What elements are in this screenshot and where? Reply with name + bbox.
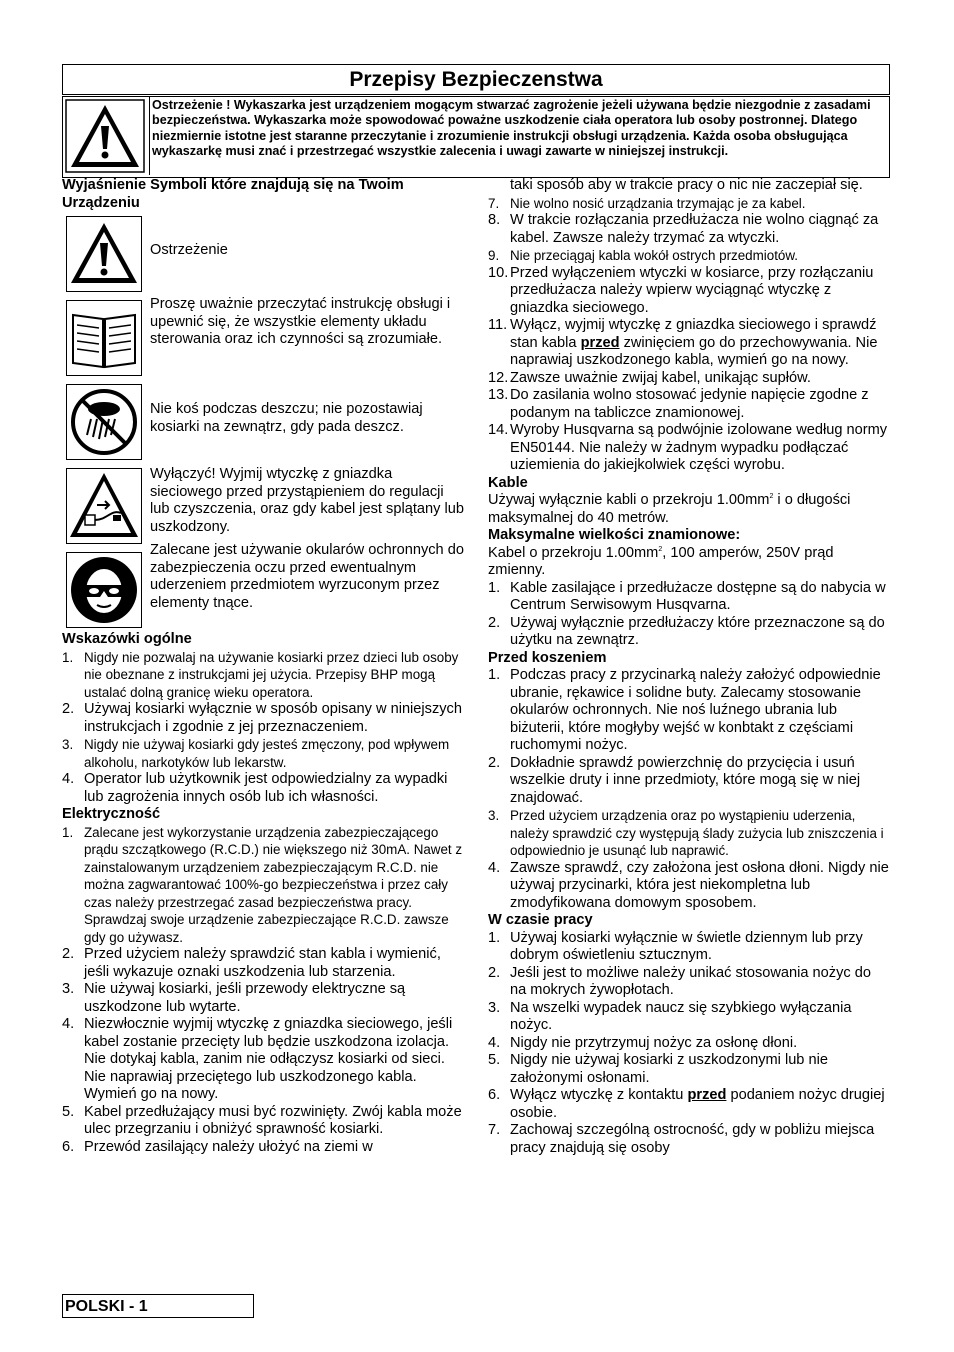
list-item [488,755,890,808]
list-item [488,860,890,913]
warning-triangle-icon [66,216,142,292]
item-text: Zachowaj szczególną ostrocność, gdy w pobliżu miejsca pracy znajdują się osoby [510,1122,875,1156]
item-text-em: przed [687,1087,727,1103]
item-number: 8. [488,212,501,228]
item-text: Do zasilania wolno stosować jedynie napięcie zgodne z podanym na tabliczce znamionowej. [510,387,869,421]
item-text: Na wszelki wypadek naucz się szybkiego wyłączania nożyc. [510,999,852,1033]
list-item [488,195,890,213]
item-number: 12. [488,369,509,386]
item-number: 1. [62,649,74,665]
symbol-row [62,464,467,548]
item-text: Nie używaj kosiarki, jeśli przewody elektryczne są uszkodzone lub wytarte. [84,981,406,1015]
item-number: 10. [488,264,509,281]
no-rain-icon [66,384,142,460]
list-item [488,807,890,860]
list-item [488,965,890,1000]
item-text: W trakcie rozłączania przedłużacza nie wolno ciągnąć za kabel. Zawsze należy trzymać za wtyczki. [510,212,879,246]
list-item [488,1087,890,1122]
list-item [488,422,890,475]
eye-protection-icon [66,552,142,628]
electric-list [62,824,467,1157]
item-number: 14. [488,422,509,438]
item-text: Używaj kosiarki wyłącznie w świetle dziennym lub przy dobrym oświetleniu sztucznym. [510,929,863,963]
item-text: Przewód zasilający należy ułożyć na ziemi w [84,1138,373,1155]
item-text: Nie przeciągaj kabla wokół ostrych przedmiotów. [510,248,799,263]
item-number: 2. [488,754,501,771]
item-text: Nigdy nie pozwalaj na używanie kosiarki przez dzieci lub osoby nie obeznane z instrukcjami jej użycia. Przepisy BHP mogą ustalać dolną granicę wieku operatora. [84,649,459,700]
item-number: 5. [62,1103,75,1120]
item-number: 2. [488,614,501,631]
item-text: Przed użyciem należy sprawdzić stan kabla i wymienić, jeśli wykazuje oznaki uszkodzenia lub starzenia. [84,946,441,980]
list-item [488,1122,890,1157]
continuation-text: taki sposób aby w trakcie pracy o nic nie zaczepiał się. [510,177,863,193]
list-item [488,1000,890,1035]
list-item [488,317,890,370]
warning-triangle-icon [65,99,145,173]
page-footer: POLSKI - 1 [62,1294,254,1318]
during-heading: W czasie pracy [488,912,593,928]
item-number: 2. [62,701,75,717]
list-item [62,649,467,702]
item-number: 5. [488,1052,501,1068]
symbol-row [62,542,467,632]
symbol-text: Nie koś podczas deszczu; nie pozostawiaj kosiarki na zewnątrz, gdy pada deszcz. [150,401,423,435]
item-number: 3. [488,808,500,823]
list-item [488,387,890,422]
symbol-text: Wyłączyć! Wyjmij wtyczkę z gniazdka sieciowego przed przystąpieniem do regulacji lub czyszczenia, oraz gdy kabel jest splątany lub uszkodzony. [150,466,464,535]
item-number: 6. [488,1087,501,1103]
item-text: Nigdy nie używaj kosiarki gdy jesteś zmęczony, pod wpływem alkoholu, narkotyków lub lekarstw. [84,737,450,770]
item-number: 3. [62,981,75,997]
item-text: Niezwłocznie wyjmij wtyczkę z gniazdka sieciowego, jeśli kabel zostanie przecięty lub będzie uszkodzona izolacja. Nie dotykaj kabla, zanim nie odłączysz kosiarki od sieci. Nie naprawiaj przeciętego lub uszkodzonego kabla. Wymień go na nowy. [84,1016,453,1102]
ratings-text-pre: Kabel o przekroju 1.00mm [488,544,659,561]
before-list [488,667,890,912]
item-number: 3. [488,999,501,1016]
item-number: 4. [62,771,75,787]
warning-text: Ostrzeżenie ! Wykaszarka jest urządzeniem mogącym stwarzać zagrożenie jeżeli używana będzie niezgodnie z zasadami bezpieczeństwa. Wykaszarka może spowodować poważne uszkodzenie ciała operatora lub osoby postronnej. Dlatego niezmiernie istotne jest staranne przeczytanie i zrozumienie instrukcji obsługi urządzenia. Każda osoba obsługująca wykaszarkę musi znać i przestrzegać wszystkie zalecenia i uwagi zawarte w niniejszej instrukcji. [149,97,885,175]
item-text: Jeśli jest to możliwe należy unikać stosowania nożyc do na mokrych żywopłotach. [510,964,871,998]
cables-text-pre: Używaj wyłącznie kabli o przekroju 1.00mm [488,492,770,508]
list-item [62,981,467,1016]
item-number: 2. [62,946,75,962]
item-text: Używaj wyłącznie przedłużaczy które przeznaczone są do użytku na zewnątrz. [510,614,885,648]
list-item [488,615,890,650]
list-item [62,701,467,736]
item-number: 4. [488,859,501,876]
symbol-row [62,212,467,296]
right-column [488,177,890,1157]
item-text: Nigdy nie przytrzymuj nożyc za osłonę dłoni. [510,1034,798,1051]
item-number: 11. [488,317,508,333]
item-text: Wyroby Husqvarna są podwójnie izolowane według normy EN50144. Nie należy w żadnym wypadku podłączać uziemienia do jakiejkolwiek części wyrobu. [510,422,888,473]
symbol-row [62,296,467,380]
item-text: Przed wyłączeniem wtyczki w kosiarce, przy rozłączaniu przedłużacza należy wpierw wyciągnąć wtyczkę z gniazdka sieciowego. [510,264,874,316]
page-title: Przepisy Bezpieczenstwa [62,64,890,95]
electric-list-continued [488,195,890,475]
list-item [62,946,467,981]
symbols-heading: Wyjaśnienie Symboli które znajdują się na Twoim Urządzeniu [62,177,404,211]
list-item [62,771,467,806]
item-number: 13. [488,387,509,403]
item-text: Używaj kosiarki wyłącznie w sposób opisany w niniejszych instrukcjach i zgodnie z jej przeznaczeniem. [84,701,462,735]
read-manual-icon [66,300,142,376]
ratings-sup: 2 [658,545,663,553]
symbol-text: Zalecane jest używanie okularów ochronnych do zabezpieczenia oczu przed ewentualnym uderzeniem przedmiotem wyrzuconym przez elementy tnące. [150,542,464,611]
list-item [62,1104,467,1139]
unplug-warning-icon [66,468,142,544]
item-text: Zawsze sprawdź, czy założona jest osłona dłoni. Nigdy nie używaj przycinarki, która jest niekompletna lub zmodyfikowana domowym sposobem. [510,859,889,911]
ratings-text [488,545,890,580]
list-item [488,370,890,388]
item-text: Nigdy nie używaj kosiarki z uszkodzonymi lub nie założonymi osłonami. [510,1052,828,1086]
cables-text-post: i o długości maksymalnej do 40 metrów. [488,492,851,526]
symbol-text: Ostrzeżenie [150,242,228,258]
symbol-row [62,380,467,464]
ratings-text-post: , 100 amperów, 250V prąd zmienny. [488,544,834,578]
list-item [488,667,890,755]
item-text-post: zwinięciem go do przechowywania. Nie naprawiaj uszkodzonego kabla, wymień go na nowy. [510,334,878,368]
item-text: Podczas pracy z przycinarką należy założyć odpowiednie ubranie, rękawice i solidne buty. Zalecamy stosowanie okularów ochronnych. Nie noś luźnego ubrania lub biżuterii, które mogłyby wejść w konbtakt z częściami ruchomymi nożyc. [510,667,881,753]
item-text: Dokładnie sprawdź powierzchnię do przycięcia i usuń wszelkie druty i inne przedmioty, które mogą się w niej znajdować. [510,754,861,806]
item-number: 1. [488,667,501,683]
item-text-em: przed [580,334,620,351]
list-item [488,580,890,615]
item-text: Kabel przedłużający musi być rozwinięty. Zwój kabla może ulec przegrzaniu i obniżyć sprawność kosiarki. [84,1103,462,1137]
list-item [488,1035,890,1053]
list-item [62,824,467,947]
item-number: 3. [62,737,74,752]
item-number: 1. [488,929,501,946]
cables-text [488,492,890,527]
list-item [488,265,890,318]
item-text: Nie wolno nosić urządzania trzymając je za kabel. [510,195,806,211]
ratings-list [488,580,890,650]
item-number: 9. [488,248,500,263]
general-heading: Wskazówki ogólne [62,631,192,647]
item-number: 4. [488,1034,501,1051]
item-text: Zalecane jest wykorzystanie urządzenia zabezpieczającego prądu szczątkowego (R.C.D.) nie większego niż 30mA. Nawet z zainstalowanym urządzeniem zabezpieczającym R.C.D. nie można zagwarantować 100%-go bezpieczeństwa i przez cały czas należy przestrzegać zasad bezpieczeństwa pracy. Sprawdzaj swoje urządzenie zabezpieczające R.C.D. zawsze gdy go używasz. [84,824,463,945]
list-item [62,1016,467,1104]
general-list [62,649,467,807]
list-item [488,930,890,965]
before-heading: Przed koszeniem [488,649,607,666]
during-list [488,930,890,1158]
cables-heading: Kable [488,474,528,491]
ratings-heading: Maksymalne wielkości znamionowe: [488,527,741,543]
item-number: 6. [62,1138,75,1155]
left-column [62,177,467,1156]
item-number: 2. [488,964,501,981]
warning-box [62,96,890,178]
item-text-post: podaniem nożyc drugiej osobie. [510,1087,885,1121]
item-text-pre: Wyłącz, wyjmij wtyczkę z gniazdka sieciowego i sprawdź stan kabla [510,317,877,351]
item-text: Kable zasilające i przedłużacze dostępne są do nabycia w Centrum Serwisowym Husqvarna. [510,579,886,613]
list-item [488,1052,890,1087]
item-number: 7. [488,1122,501,1138]
cables-sup: 2 [769,493,774,501]
item-text: Przed użyciem urządzenia oraz po wystąpieniu uderzenia, należy sprawdzić czy występują ślady zużycia lub zniszczenia i odpowiednio je usunąć lub naprawić. [510,808,884,858]
item-text: Zawsze uważnie zwijaj kabel, unikając supłów. [510,369,811,386]
symbol-text: Proszę uważnie przeczytać instrukcję obsługi i upewnić się, że wszystkie elementy układu sterowania oraz ich czynności są zrozumiałe. [150,296,451,347]
item-text-pre: Wyłącz wtyczkę z kontaktu [510,1087,688,1103]
item-number: 1. [62,824,74,840]
item-text: Operator lub użytkownik jest odpowiedzialny za wypadki lub zagrożenia innych osób lub ich własności. [84,771,448,805]
electric-heading: Elektryczność [62,806,161,822]
list-item [62,1139,467,1157]
item-number: 7. [488,195,500,211]
list-item [62,736,467,771]
item-number: 1. [488,579,501,596]
item-number: 4. [62,1016,75,1032]
list-item [488,247,890,265]
list-item [488,212,890,247]
